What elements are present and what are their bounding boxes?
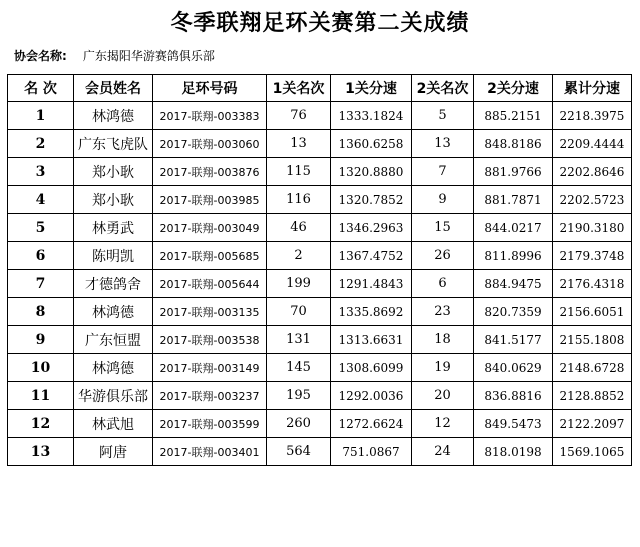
ring-number-cell: 2017-联翔-003049 (153, 214, 267, 242)
stage2-speed-cell: 841.5177 (474, 326, 553, 354)
member-name-cell: 林鸿德 (74, 102, 153, 130)
stage2-rank-cell: 9 (412, 186, 474, 214)
rank-cell: 1 (8, 102, 74, 130)
rank-cell: 6 (8, 242, 74, 270)
stage1-rank-cell: 116 (267, 186, 331, 214)
stage2-rank-cell: 23 (412, 298, 474, 326)
stage1-speed-cell: 1333.1824 (331, 102, 412, 130)
table-row (8, 382, 632, 410)
rank-cell: 4 (8, 186, 74, 214)
stage2-speed-cell: 840.0629 (474, 354, 553, 382)
stage1-speed-cell: 751.0867 (331, 438, 412, 466)
stage2-speed-cell: 818.0198 (474, 438, 553, 466)
header-total-speed: 累计分速 (553, 75, 632, 102)
table-row (8, 326, 632, 354)
total-speed-cell: 2176.4318 (553, 270, 632, 298)
stage2-speed-cell: 820.7359 (474, 298, 553, 326)
header-stage1-speed: 1关分速 (331, 75, 412, 102)
stage1-rank-cell: 115 (267, 158, 331, 186)
stage1-speed-cell: 1367.4752 (331, 242, 412, 270)
stage1-speed-cell: 1272.6624 (331, 410, 412, 438)
stage2-rank-cell: 19 (412, 354, 474, 382)
rank-cell: 2 (8, 130, 74, 158)
ring-number-cell: 2017-联翔-003149 (153, 354, 267, 382)
stage2-speed-cell: 885.2151 (474, 102, 553, 130)
table-row (8, 354, 632, 382)
table-row (8, 214, 632, 242)
total-speed-cell: 2202.5723 (553, 186, 632, 214)
member-name-cell: 广东飞虎队 (74, 130, 153, 158)
member-name-cell: 陈明凯 (74, 242, 153, 270)
table-row (8, 242, 632, 270)
stage2-rank-cell: 13 (412, 130, 474, 158)
stage2-rank-cell: 20 (412, 382, 474, 410)
rank-cell: 3 (8, 158, 74, 186)
stage1-rank-cell: 195 (267, 382, 331, 410)
total-speed-cell: 2179.3748 (553, 242, 632, 270)
ring-number-cell: 2017-联翔-003876 (153, 158, 267, 186)
stage1-rank-cell: 131 (267, 326, 331, 354)
member-name-cell: 郑小耿 (74, 186, 153, 214)
stage2-rank-cell: 18 (412, 326, 474, 354)
ring-number-cell: 2017-联翔-003135 (153, 298, 267, 326)
stage1-speed-cell: 1291.4843 (331, 270, 412, 298)
stage2-speed-cell: 881.7871 (474, 186, 553, 214)
ring-number-cell: 2017-联翔-003383 (153, 102, 267, 130)
stage1-speed-cell: 1308.6099 (331, 354, 412, 382)
stage2-speed-cell: 836.8816 (474, 382, 553, 410)
rank-cell: 11 (8, 382, 74, 410)
total-speed-cell: 2122.2097 (553, 410, 632, 438)
stage1-rank-cell: 70 (267, 298, 331, 326)
total-speed-cell: 2209.4444 (553, 130, 632, 158)
stage2-speed-cell: 848.8186 (474, 130, 553, 158)
stage1-rank-cell: 13 (267, 130, 331, 158)
stage1-speed-cell: 1335.8692 (331, 298, 412, 326)
stage2-speed-cell: 881.9766 (474, 158, 553, 186)
table-row (8, 438, 632, 466)
page-title: 冬季联翔足环关赛第二关成绩 (170, 11, 470, 36)
total-speed-cell: 2128.8852 (553, 382, 632, 410)
table-row (8, 130, 632, 158)
association-line (14, 47, 215, 64)
stage1-speed-cell: 1292.0036 (331, 382, 412, 410)
ring-number-cell: 2017-联翔-003599 (153, 410, 267, 438)
header-member-name: 会员姓名 (74, 75, 153, 102)
ring-number-cell: 2017-联翔-003985 (153, 186, 267, 214)
header-stage2-speed: 2关分速 (474, 75, 553, 102)
stage2-speed-cell: 811.8996 (474, 242, 553, 270)
stage1-rank-cell: 145 (267, 354, 331, 382)
member-name-cell: 郑小耿 (74, 158, 153, 186)
member-name-cell: 林武旭 (74, 410, 153, 438)
stage1-rank-cell: 564 (267, 438, 331, 466)
stage1-speed-cell: 1320.8880 (331, 158, 412, 186)
total-speed-cell: 2202.8646 (553, 158, 632, 186)
stage2-rank-cell: 26 (412, 242, 474, 270)
stage1-rank-cell: 2 (267, 242, 331, 270)
stage2-speed-cell: 849.5473 (474, 410, 553, 438)
member-name-cell: 林勇武 (74, 214, 153, 242)
header-stage2-rank: 2关名次 (412, 75, 474, 102)
total-speed-cell: 1569.1065 (553, 438, 632, 466)
rank-cell: 5 (8, 214, 74, 242)
stage1-speed-cell: 1320.7852 (331, 186, 412, 214)
member-name-cell: 才德鸽舍 (74, 270, 153, 298)
stage1-speed-cell: 1346.2963 (331, 214, 412, 242)
stage1-rank-cell: 199 (267, 270, 331, 298)
ring-number-cell: 2017-联翔-003060 (153, 130, 267, 158)
table-row (8, 158, 632, 186)
total-speed-cell: 2218.3975 (553, 102, 632, 130)
member-name-cell: 华游俱乐部 (74, 382, 153, 410)
stage1-speed-cell: 1313.6631 (331, 326, 412, 354)
stage1-rank-cell: 76 (267, 102, 331, 130)
ring-number-cell: 2017-联翔-005644 (153, 270, 267, 298)
header-ring-number: 足环号码 (153, 75, 267, 102)
total-speed-cell: 2156.6051 (553, 298, 632, 326)
total-speed-cell: 2155.1808 (553, 326, 632, 354)
member-name-cell: 林鸿德 (74, 298, 153, 326)
stage2-rank-cell: 15 (412, 214, 474, 242)
stage2-rank-cell: 6 (412, 270, 474, 298)
member-name-cell: 林鸿德 (74, 354, 153, 382)
header-stage1-rank: 1关名次 (267, 75, 331, 102)
stage2-rank-cell: 7 (412, 158, 474, 186)
total-speed-cell: 2190.3180 (553, 214, 632, 242)
stage2-speed-cell: 884.9475 (474, 270, 553, 298)
ring-number-cell: 2017-联翔-003401 (153, 438, 267, 466)
ring-number-cell: 2017-联翔-005685 (153, 242, 267, 270)
rank-cell: 13 (8, 438, 74, 466)
ring-number-cell: 2017-联翔-003538 (153, 326, 267, 354)
header-rank: 名 次 (8, 75, 74, 102)
stage2-speed-cell: 844.0217 (474, 214, 553, 242)
stage2-rank-cell: 12 (412, 410, 474, 438)
rank-cell: 9 (8, 326, 74, 354)
stage1-speed-cell: 1360.6258 (331, 130, 412, 158)
stage1-rank-cell: 260 (267, 410, 331, 438)
table-row (8, 186, 632, 214)
rank-cell: 10 (8, 354, 74, 382)
member-name-cell: 阿唐 (74, 438, 153, 466)
ring-number-cell: 2017-联翔-003237 (153, 382, 267, 410)
header-row (8, 75, 632, 102)
table-row (8, 102, 632, 130)
member-name-cell: 广东恒盟 (74, 326, 153, 354)
association-name: 广东揭阳华游赛鸽俱乐部 (82, 49, 215, 63)
stage2-rank-cell: 24 (412, 438, 474, 466)
total-speed-cell: 2148.6728 (553, 354, 632, 382)
results-table (7, 74, 632, 466)
rank-cell: 8 (8, 298, 74, 326)
table-row (8, 410, 632, 438)
rank-cell: 7 (8, 270, 74, 298)
table-row (8, 298, 632, 326)
rank-cell: 12 (8, 410, 74, 438)
table-row (8, 270, 632, 298)
association-label: 协会名称: (14, 49, 67, 63)
stage2-rank-cell: 5 (412, 102, 474, 130)
stage1-rank-cell: 46 (267, 214, 331, 242)
